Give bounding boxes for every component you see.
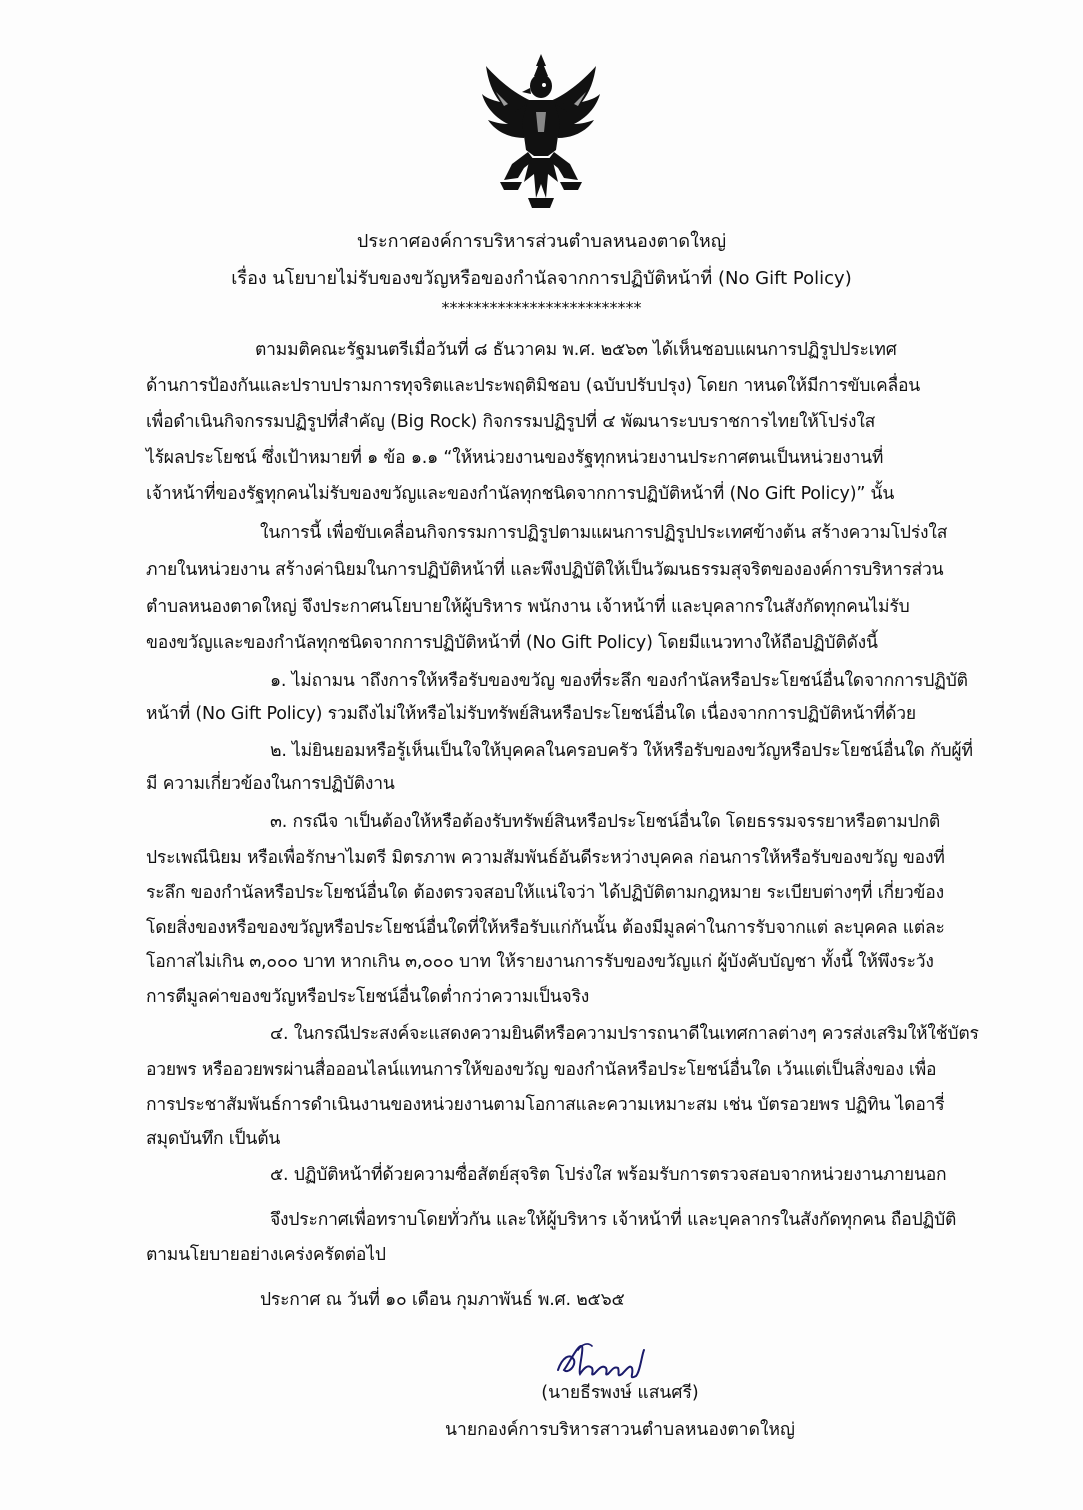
separator-line: ************************* [441,298,642,317]
subject-heading: เรื่อง นโยบายไม่รับของขวัญหรือของกำนัลจากการปฏิบัติหน้าที่ (No Gift Policy) [231,268,852,289]
body-line: ด้านการป้องกันและปราบปรามการทุจริตและประพฤติมิชอบ (ฉบับปรับปรุง) โดยก าหนดให้มีการขับเคลื่อน [146,376,921,396]
body-line: ตามนโยบายอย่างเคร่งครัดต่อไป [146,1245,386,1265]
body-line: อวยพร หรืออวยพรผ่านสื่อออนไลน์แทนการให้ของขวัญ ของกำนัลหรือประโยชน์อื่นใด เว้นแต่เป็นสิ่งของ เพื่อ [146,1060,937,1080]
body-line: ระลึก ของกำนัลหรือประโยชน์อื่นใด ต้องตรวจสอบให้แน่ใจว่า ได้ปฏิบัติตามกฎหมาย ระเบียบต่างๆที่ เกี่ยวข้อง [146,883,944,903]
org-announcement-heading: ประกาศองค์การบริหารส่วนตำบลหนองตาดใหญ่ [356,231,727,252]
body-line: ๔. ในกรณีประสงค์จะแสดงความยินดีหรือความปรารถนาดีในเทศกาลต่างๆ ควรส่งเสริมให้ใช้บัตร [270,1024,979,1044]
signatory-position: นายกองค์การบริหารสาวนตำบลหนองตาดใหญ่ [445,1420,795,1440]
body-line: หน้าที่ (No Gift Policy) รวมถึงไม่ให้หรือไม่รับทรัพย์สินหรือประโยชน์อื่นใด เนื่องจากการปฏิบัติหน้าที่ด้วย [146,704,916,724]
body-line: ไร้ผลประโยชน์ ซึ่งเป้าหมายที่ ๑ ข้อ ๑.๑ “ให้หน่วยงานของรัฐทุกหน่วยงานประกาศตนเป็นหน่วยงานที่ [146,448,884,468]
announcement-date: ประกาศ ณ วันที่ ๑๐ เดือน กุมภาพันธ์ พ.ศ. ๒๕๖๕ [260,1290,625,1310]
body-line: ๒. ไม่ยินยอมหรือรู้เห็นเป็นใจให้บุคคลในครอบครัว ให้หรือรับของขวัญหรือประโยชน์อื่นใด กับผู้ที่ [270,741,973,761]
body-line: โอกาสไม่เกิน ๓,๐๐๐ บาท หากเกิน ๓,๐๐๐ บาท ให้รายงานการรับของขวัญแก่ ผู้บังคับบัญชา ทั้งนี้ ให้พึงระวัง [146,952,934,972]
body-line: มี ความเกี่ยวข้องในการปฏิบัติงาน [146,774,395,794]
body-line: ของขวัญและของกำนัลทุกชนิดจากการปฏิบัติหน้าที่ (No Gift Policy) โดยมีแนวทางให้ถือปฏิบัติดังนี้ [146,633,878,653]
body-line: จึงประกาศเพื่อทราบโดยทั่วกัน และให้ผู้บริหาร เจ้าหน้าที่ และบุคลากรในสังกัดทุกคน ถือปฏิบัติ [270,1210,957,1230]
handwritten-signature [548,1340,648,1384]
body-line: เพื่อดำเนินกิจกรรมปฏิรูปที่สำคัญ (Big Rock) กิจกรรมปฏิรูปที่ ๔ พัฒนาระบบราชการไทยให้โปร่งใส [146,412,876,432]
body-line: ๓. กรณีจ าเป็นต้องให้หรือต้องรับทรัพย์สินหรือประโยชน์อื่นใด โดยธรรมจรรยาหรือตามปกติ [270,812,941,832]
body-line: ๑. ไม่ถามน าถึงการให้หรือรับของขวัญ ของที่ระลึก ของกำนัลหรือประโยชน์อื่นใดจากการปฏิบัติ [270,671,968,691]
body-line: ภายในหน่วยงาน สร้างค่านิยมในการปฏิบัติหน้าที่ และพึงปฏิบัติให้เป็นวัฒนธรรมสุจริตขององค์การบริหารส่วน [146,560,944,580]
garuda-emblem-icon [478,52,604,210]
body-line: การประชาสัมพันธ์การดำเนินงานของหน่วยงานตามโอกาสและความเหมาะสม เช่น บัตรอวยพร ปฏิทิน ไดอารี่ [146,1095,945,1115]
body-line: ประเพณีนิยม หรือเพื่อรักษาไมตรี มิตรภาพ ความสัมพันธ์อันดีระหว่างบุคคล ก่อนการให้หรือรับของขวัญ ของที่ [146,848,945,868]
body-line: เจ้าหน้าที่ของรัฐทุกคนไม่รับของขวัญและของกำนัลทุกชนิดจากการปฏิบัติหน้าที่ (No Gift Policy)” นั้น [146,484,895,504]
body-line: สมุดบันทึก เป็นต้น [146,1129,281,1149]
body-line: ในการนี้ เพื่อขับเคลื่อนกิจกรรมการปฏิรูปตามแผนการปฏิรูปประเทศข้างต้น สร้างความโปร่งใส [260,523,948,543]
body-line: ตามมติคณะรัฐมนตรีเมื่อวันที่ ๘ ธันวาคม พ.ศ. ๒๕๖๓ ได้เห็นชอบแผนการปฏิรูปประเทศ [255,340,897,360]
body-line: โดยสิ่งของหรือของขวัญหรือประโยชน์อื่นใดที่ให้หรือรับแก่กันนั้น ต้องมีมูลค่าในการรับจากแต่ ละบุคคล แต่ละ [146,918,945,938]
body-line: ๕. ปฏิบัติหน้าที่ด้วยความซื่อสัตย์สุจริต โปร่งใส พร้อมรับการตรวจสอบจากหน่วยงานภายนอก [270,1165,947,1185]
body-line: ตำบลหนองตาดใหญ่ จึงประกาศนโยบายให้ผู้บริหาร พนักงาน เจ้าหน้าที่ และบุคลากรในสังกัดทุกคนไม่รับ [146,597,910,617]
signatory-name: (นายธีรพงษ์ แสนศรี) [541,1383,699,1403]
body-line: การตีมูลค่าของขวัญหรือประโยชน์อื่นใดต่ำกว่าความเป็นจริง [146,987,590,1007]
